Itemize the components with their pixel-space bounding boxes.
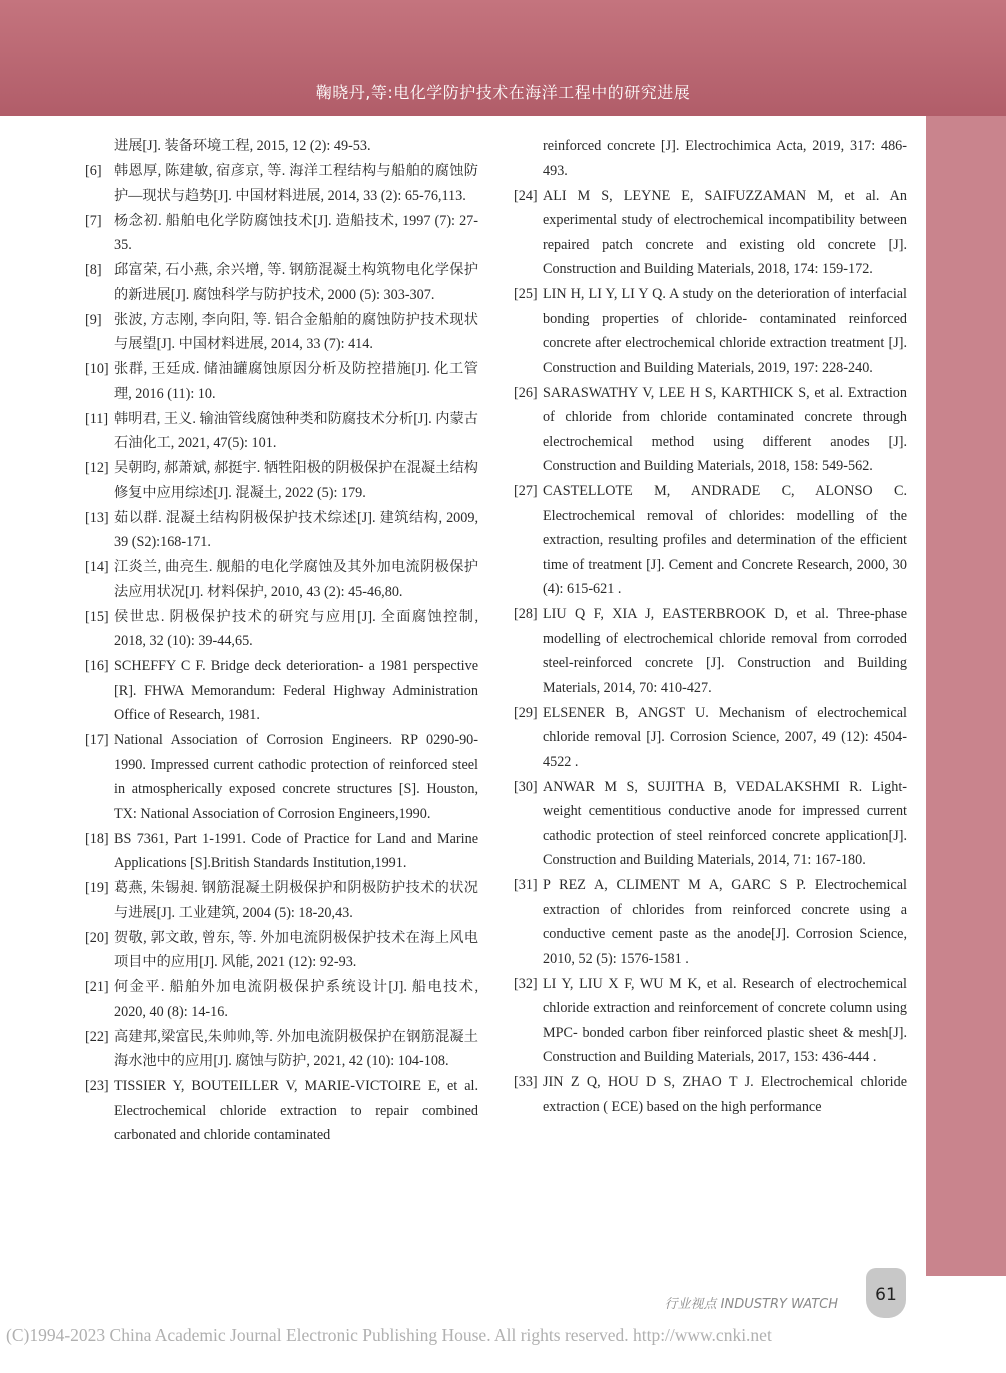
reference-entry bbox=[543, 134, 907, 183]
reference-number: [33] bbox=[514, 1074, 538, 1090]
reference-number: [14] bbox=[85, 559, 109, 575]
section-label: 行业视点 INDUSTRY WATCH bbox=[664, 1297, 838, 1312]
reference-entry bbox=[85, 605, 478, 654]
reference-entry bbox=[114, 134, 478, 159]
reference-text: CASTELLOTE M, ANDRADE C, ALONSO C. Electrochemical removal of chlorides: modelling of the extraction, resulting profiles and determination of the efficient time of treatment [J]. Cement and Concrete Research, 2000, 30 (4): 615-621 . bbox=[543, 483, 907, 597]
reference-number: [22] bbox=[85, 1028, 109, 1045]
reference-number: [20] bbox=[85, 929, 109, 946]
reference-entry bbox=[514, 873, 907, 971]
reference-number: [10] bbox=[85, 361, 109, 377]
side-decoration-bar bbox=[926, 116, 1006, 1276]
reference-number: [21] bbox=[85, 979, 109, 995]
reference-entry bbox=[85, 876, 478, 925]
reference-number: [24] bbox=[514, 187, 538, 204]
reference-number: [9] bbox=[85, 311, 102, 328]
page-number: 61 bbox=[875, 1285, 897, 1305]
reference-text: National Association of Corrosion Engineers. RP 0290-90- 1990. Impressed current cathodic protection of reinforced steel in atmospherically exposed concrete structures [S]. Houston, TX: National Association of Corrosion Engineers,1990. bbox=[114, 732, 478, 822]
reference-entry bbox=[514, 282, 907, 380]
reference-text: 韩明君, 王义. 输油管线腐蚀种类和防腐技术分析[J]. 内蒙古石油化工, 2021, 47(5): 101. bbox=[114, 410, 478, 451]
reference-entry bbox=[85, 456, 478, 505]
reference-number: [25] bbox=[514, 286, 538, 302]
reference-text: JIN Z Q, HOU D S, ZHAO T J. Electrochemical chloride extraction ( ECE) based on the high performance bbox=[543, 1074, 907, 1115]
reference-text: 葛燕, 朱锡昶. 钢筋混凝土阴极保护和阴极防护技术的状况与进展[J]. 工业建筑, 2004 (5): 18-20,43. bbox=[114, 880, 478, 921]
reference-entry bbox=[85, 555, 478, 604]
copyright-line: (C)1994-2023 China Academic Journal Electronic Publishing House. All rights reserved. http://www.cnki.net bbox=[6, 1325, 772, 1345]
reference-entry bbox=[85, 258, 478, 307]
reference-entry bbox=[85, 827, 478, 876]
reference-text: ELSENER B, ANGST U. Mechanism of electrochemical chloride removal [J]. Corrosion Science, 2007, 49 (12): 4504-4522 . bbox=[543, 704, 907, 770]
reference-text: 高建邦,梁富民,朱帅帅,等. 外加电流阴极保护在钢筋混凝土海水池中的应用[J]. 腐蚀与防护, 2021, 42 (10): 104-108. bbox=[114, 1028, 478, 1069]
left-reference-column bbox=[85, 134, 478, 1148]
reference-entry bbox=[514, 184, 907, 282]
reference-number: [23] bbox=[85, 1078, 109, 1094]
reference-entry bbox=[85, 159, 478, 208]
reference-number: [13] bbox=[85, 509, 109, 526]
page-content bbox=[0, 116, 926, 1276]
reference-number: [31] bbox=[514, 877, 538, 893]
reference-entry bbox=[85, 728, 478, 826]
header-band bbox=[0, 0, 1006, 116]
reference-text: BS 7361, Part 1-1991. Code of Practice for Land and Marine Applications [S].British Standards Institution,1991. bbox=[114, 830, 478, 871]
right-reference-column bbox=[514, 134, 907, 1120]
reference-text: ANWAR M S, SUJITHA B, VEDALAKSHMI R. Light- weight cementitious conductive anode for impressed current cathodic protection of steel reinforced concrete application[J]. Construction and Building Materials, 2014, 71: 167-180. bbox=[543, 778, 907, 868]
reference-number: [26] bbox=[514, 384, 538, 401]
running-title: 鞠晓丹,等:电化学防护技术在海洋工程中的研究进展 bbox=[315, 83, 691, 102]
reference-number: [18] bbox=[85, 830, 109, 847]
reference-entry bbox=[514, 775, 907, 873]
reference-text: 侯世忠. 阴极保护技术的研究与应用[J]. 全面腐蚀控制, 2018, 32 (10): 39-44,65. bbox=[114, 608, 478, 649]
reference-text: 张群, 王廷成. 储油罐腐蚀原因分析及防控措施[J]. 化工管理, 2016 (11): 10. bbox=[114, 361, 478, 402]
reference-entry bbox=[85, 975, 478, 1024]
reference-entry bbox=[85, 209, 478, 258]
reference-text: SARASWATHY V, LEE H S, KARTHICK S, et al. Extraction of chloride from chloride contaminated concrete through electrochemical method using different anodes [J]. Construction and Building Materials, 2018, 158: 549-562. bbox=[543, 384, 907, 474]
reference-entry bbox=[85, 506, 478, 555]
reference-number: [12] bbox=[85, 460, 109, 476]
reference-number: [19] bbox=[85, 880, 109, 896]
reference-text: LI Y, LIU X F, WU M K, et al. Research of electrochemical chloride extraction and reinforcement of concrete column using MPC- bonded carbon fiber reinforced plastic sheet & mesh[J]. Construction and Building Materials, 2017, 153: 436-444 . bbox=[543, 975, 907, 1065]
reference-entry bbox=[85, 654, 478, 728]
reference-number: [27] bbox=[514, 483, 538, 499]
reference-entry bbox=[85, 308, 478, 357]
reference-text: SCHEFFY C F. Bridge deck deterioration- a 1981 perspective [R]. FHWA Memorandum: Federal Highway Administration Office of Research, 1981. bbox=[114, 658, 478, 723]
reference-text: reinforced concrete [J]. Electrochimica Acta, 2019, 317: 486-493. bbox=[543, 138, 907, 179]
reference-number: [30] bbox=[514, 778, 538, 795]
reference-entry bbox=[85, 926, 478, 975]
reference-number: [16] bbox=[85, 658, 109, 674]
reference-text: LIN H, LI Y, LI Y Q. A study on the deterioration of interfacial bonding properties of chloride- contaminated reinforced concrete after electrochemical chloride extraction treatment [J]. Construction and Building Materials, 2019, 197: 228-240. bbox=[543, 286, 907, 376]
reference-number: [32] bbox=[514, 975, 538, 992]
reference-entry bbox=[85, 357, 478, 406]
reference-entry bbox=[85, 1074, 478, 1148]
reference-number: [11] bbox=[85, 410, 109, 427]
reference-text: 吴朝昀, 郝萧斌, 郝挺宇. 牺牲阳极的阴极保护在混凝土结构修复中应用综述[J]. 混凝土, 2022 (5): 179. bbox=[114, 460, 478, 501]
reference-entry bbox=[514, 1070, 907, 1119]
reference-entry bbox=[514, 479, 907, 602]
reference-text: 茹以群. 混凝土结构阴极保护技术综述[J]. 建筑结构, 2009, 39 (S2):168-171. bbox=[114, 509, 478, 550]
reference-text: 张波, 方志刚, 李向阳, 等. 铝合金船舶的腐蚀防护技术现状与展望[J]. 中国材料进展, 2014, 33 (7): 414. bbox=[114, 311, 478, 352]
reference-text: 杨念初. 船舶电化学防腐蚀技术[J]. 造船技术, 1997 (7): 27-35. bbox=[114, 212, 478, 253]
reference-text: LIU Q F, XIA J, EASTERBROOK D, et al. Three-phase modelling of electrochemical chloride removal from corroded steel-reinforced concrete [J]. Construction and Building Materials, 2014, 70: 410-427. bbox=[543, 606, 907, 696]
reference-number: [8] bbox=[85, 262, 102, 278]
reference-text: 贺敬, 郭文敢, 曾东, 等. 外加电流阴极保护技术在海上风电项目中的应用[J]. 风能, 2021 (12): 92-93. bbox=[114, 929, 478, 970]
reference-entry bbox=[85, 1025, 478, 1074]
reference-number: [28] bbox=[514, 606, 538, 622]
reference-text: TISSIER Y, BOUTEILLER V, MARIE-VICTOIRE E, et al. Electrochemical chloride extraction to repair combined carbonated and chloride contaminated bbox=[114, 1078, 478, 1143]
reference-text: P REZ A, CLIMENT M A, GARC S P. Electrochemical extraction of chlorides from reinforced concrete using a conductive cement paste as the anode[J]. Corrosion Science, 2010, 52 (5): 1576-1581 . bbox=[543, 877, 907, 967]
reference-number: [6] bbox=[85, 163, 102, 179]
reference-entry bbox=[514, 602, 907, 700]
reference-number: [7] bbox=[85, 212, 102, 229]
reference-entry bbox=[514, 381, 907, 479]
reference-entry bbox=[514, 972, 907, 1070]
reference-text: 进展[J]. 装备环境工程, 2015, 12 (2): 49-53. bbox=[114, 138, 371, 154]
reference-entry bbox=[514, 701, 907, 775]
reference-entry bbox=[85, 407, 478, 456]
reference-text: 何金平. 船舶外加电流阴极保护系统设计[J]. 船电技术, 2020, 40 (8): 14-16. bbox=[114, 979, 478, 1020]
reference-text: 江炎兰, 曲亮生. 舰船的电化学腐蚀及其外加电流阴极保护法应用状况[J]. 材料保护, 2010, 43 (2): 45-46,80. bbox=[114, 559, 478, 600]
reference-text: 邱富荣, 石小燕, 余兴增, 等. 钢筋混凝土构筑物电化学保护的新进展[J]. 腐蚀科学与防护技术, 2000 (5): 303-307. bbox=[114, 262, 478, 303]
reference-text: ALI M S, LEYNE E, SAIFUZZAMAN M, et al. An experimental study of electrochemical incompatibility between repaired patch concrete and existing old concrete [J]. Construction and Building Materials, 2018, 174: 159-172. bbox=[543, 187, 907, 277]
reference-number: [17] bbox=[85, 732, 109, 748]
reference-number: [15] bbox=[85, 608, 109, 625]
reference-text: 韩恩厚, 陈建敏, 宿彦京, 等. 海洋工程结构与船舶的腐蚀防护—现状与趋势[J]. 中国材料进展, 2014, 33 (2): 65-76,113. bbox=[114, 163, 478, 204]
reference-number: [29] bbox=[514, 704, 538, 721]
